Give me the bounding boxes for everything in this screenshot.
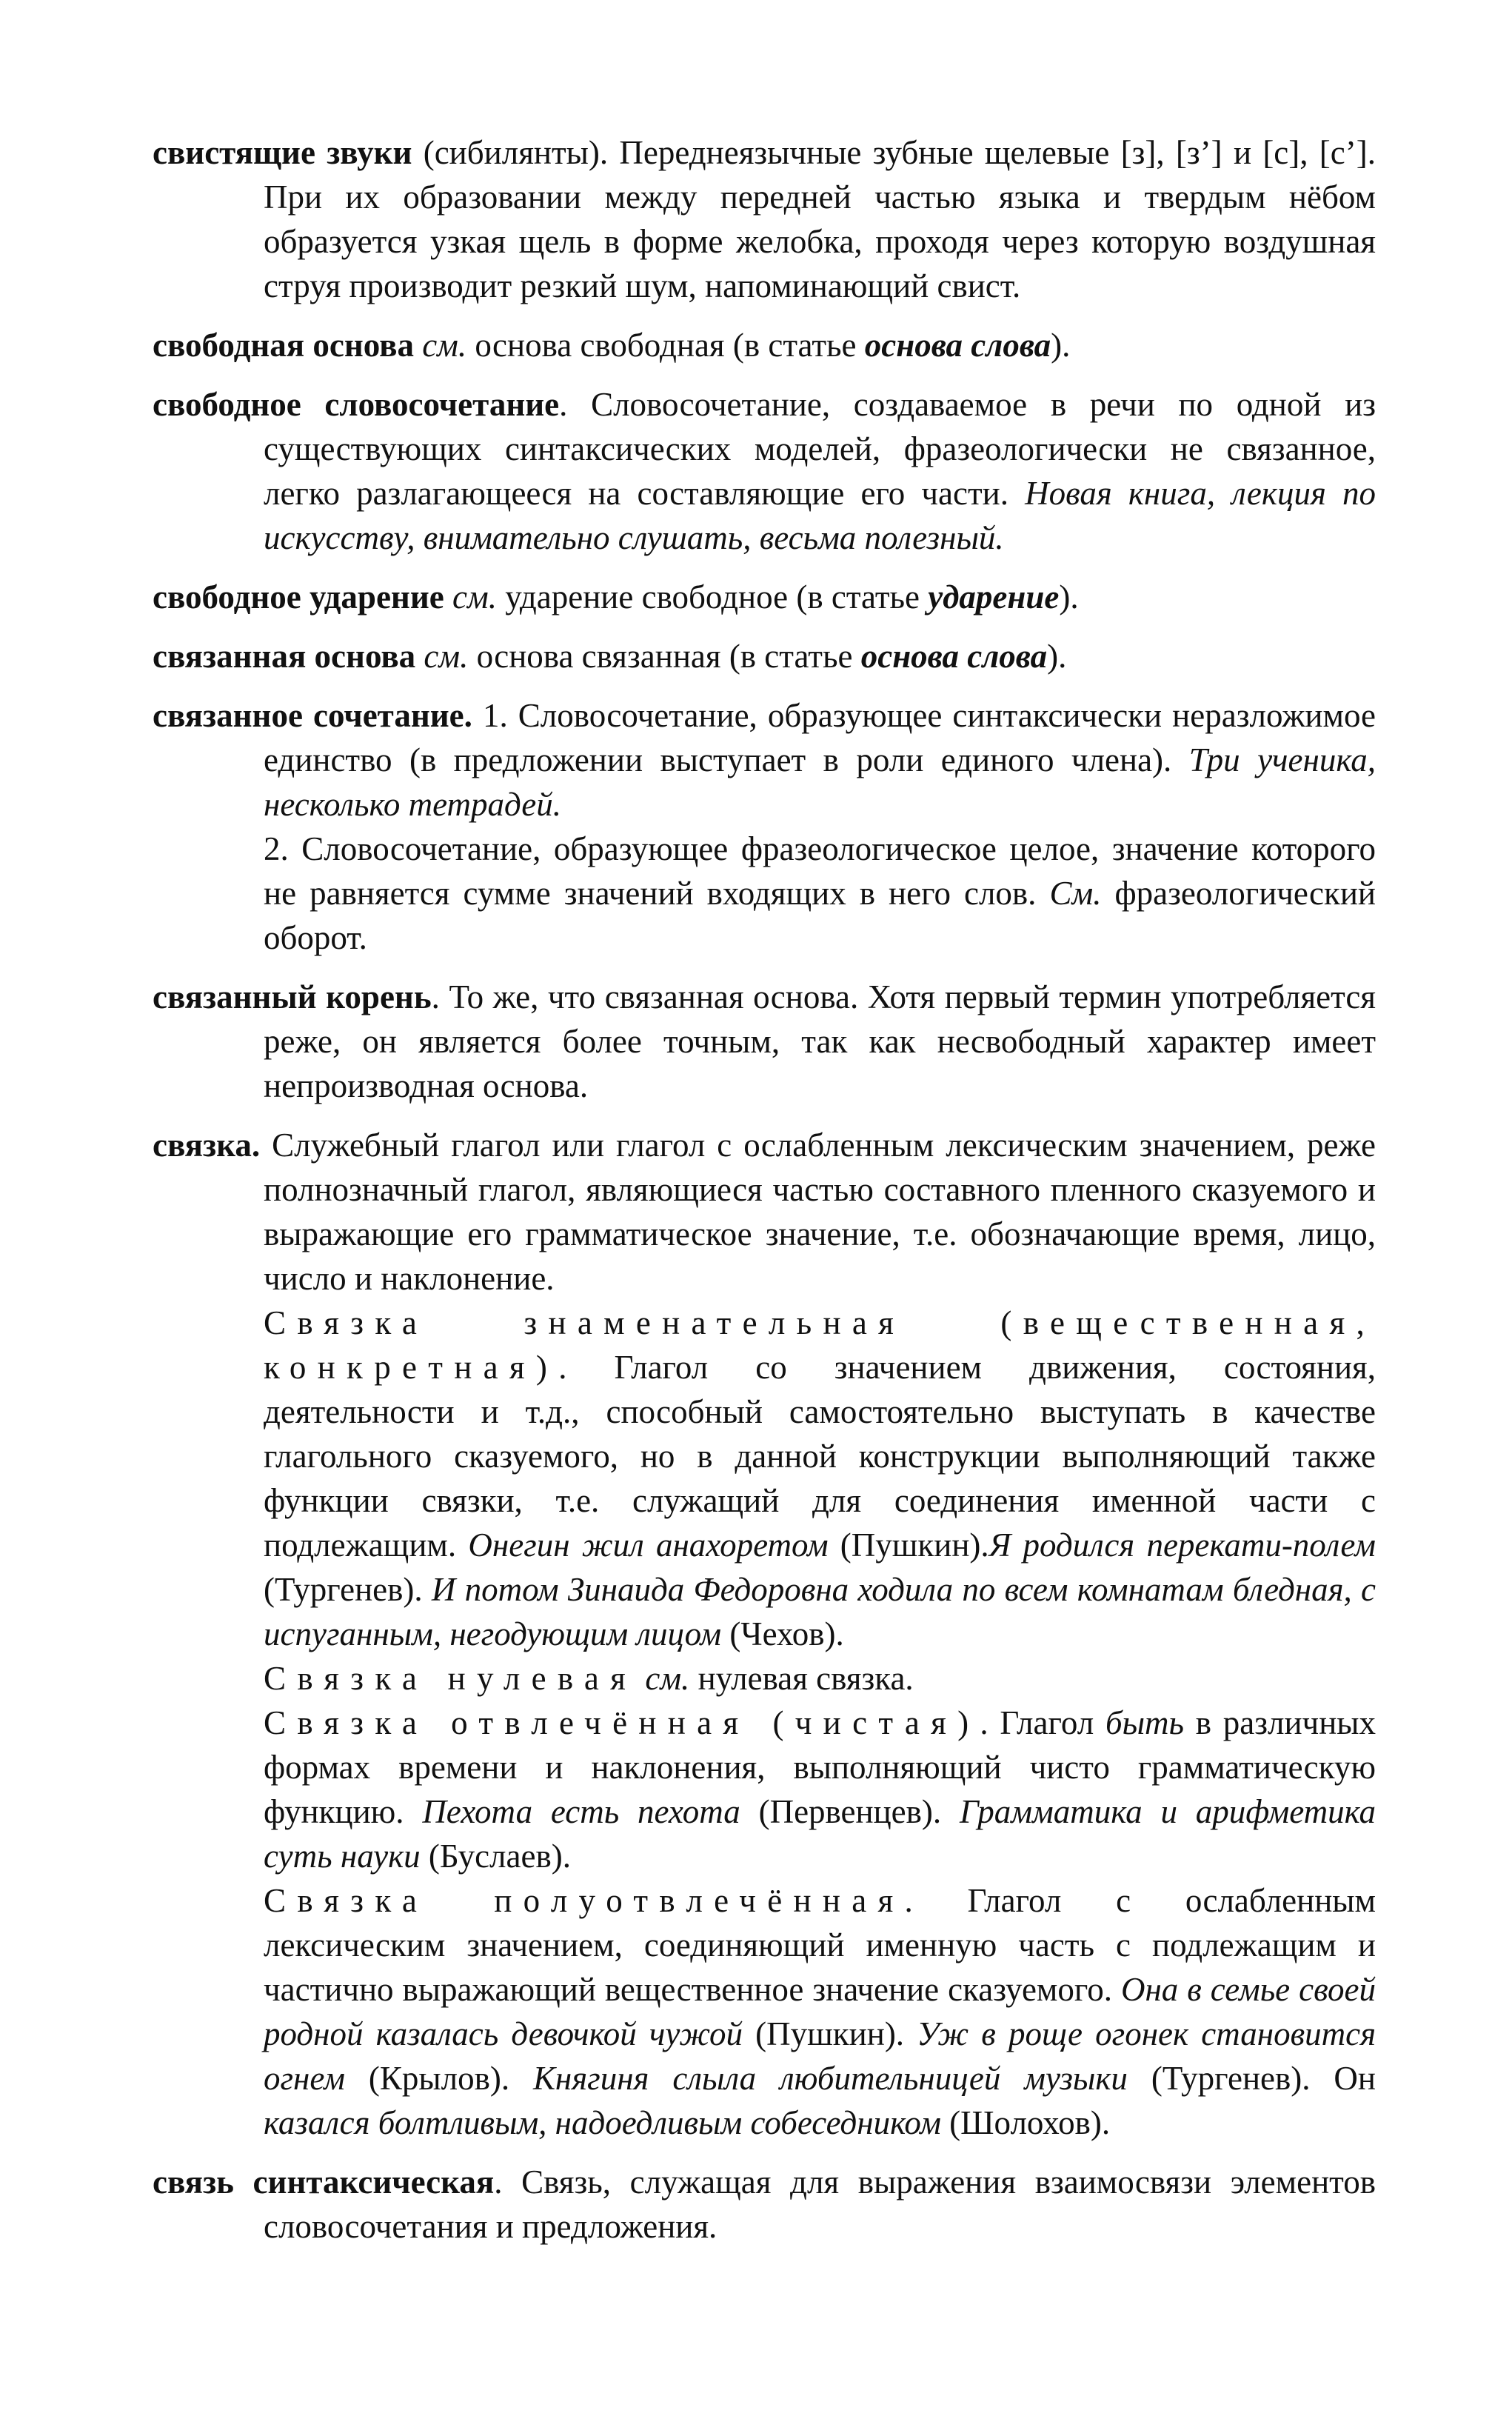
dictionary-entry-svyazanny-koren bbox=[153, 975, 1376, 1108]
entry-definition bbox=[153, 975, 1376, 1108]
headword: свободная основа bbox=[153, 327, 414, 364]
dictionary-entry-svyaz-sintaksicheskaya bbox=[153, 2160, 1376, 2249]
cross-reference: основа слова bbox=[860, 638, 1048, 675]
italic-text: Три ученика, несколько тетрадей. bbox=[264, 741, 1376, 823]
text-run: основа связанная (в статье bbox=[468, 638, 861, 675]
headword: связанный корень bbox=[153, 978, 432, 1015]
italic-text: Уж в роще огонек становится огнем bbox=[264, 2015, 1376, 2097]
text-run: (сибилянты). Переднеязычные зубные щелевые [з], [з’] и [с], [с’]. При их образовании между передней частью языка и твердым нёбом образуется узкая щель в форме желобка, проходя через которую воздушная струя производит резкий шум, напоминающий свист. bbox=[264, 134, 1376, 304]
italic-text: см. bbox=[422, 327, 467, 364]
headword: свистящие звуки bbox=[153, 134, 412, 171]
cross-reference: основа слова bbox=[864, 327, 1051, 364]
text-run: нулевая связка. bbox=[689, 1660, 914, 1697]
dictionary-entry-svyazka bbox=[153, 1123, 1376, 2145]
text-run: (Пушкин). bbox=[743, 2015, 917, 2052]
text-run: . Глагол bbox=[980, 1704, 1105, 1741]
text-run bbox=[444, 578, 452, 615]
italic-text: см. bbox=[645, 1660, 690, 1697]
italic-text: быть bbox=[1105, 1704, 1185, 1741]
italic-text: Она в семье своей родной казалась девочкой чужой bbox=[264, 1971, 1376, 2052]
italic-text: И потом Зинаида Федоровна ходила по всем комнатам бледная, с испуганным, негодующим лицом bbox=[264, 1571, 1376, 1652]
entry-definition bbox=[153, 130, 1376, 308]
dictionary-entry-svobodnoe-udarenie bbox=[153, 575, 1376, 619]
italic-text: Княгиня слыла любительницей музыки bbox=[533, 2060, 1128, 2097]
italic-text: Онегин жил анахоретом bbox=[468, 1527, 829, 1564]
text-run: Служебный глагол или глагол с ослабленным лексическим значением, реже полнозначный глагол, являющиеся частью составного пленного сказуемого и выражающие его грамматическое значение, т.е. обозначающие время, лицо, число и наклонение. bbox=[260, 1127, 1376, 1297]
entry-definition bbox=[153, 634, 1376, 678]
spaced-subterm: Связка отвлечённая (чистая) bbox=[264, 1704, 980, 1741]
entry-subdefinition bbox=[153, 1301, 1376, 1656]
entry-definition bbox=[153, 693, 1376, 827]
italic-text: Новая книга, лекция по искусству, внимательно слушать, весьма полезный. bbox=[264, 475, 1376, 556]
entry-definition bbox=[153, 1123, 1376, 1301]
italic-text: см. bbox=[424, 638, 469, 675]
headword: связка. bbox=[153, 1127, 261, 1164]
headword: связь синтаксическая bbox=[153, 2163, 495, 2201]
text-run: 1. Словосочетание, образующее синтаксически неразложимое единство (в предложении выступает в роли единого члена). bbox=[264, 697, 1376, 778]
entry-subdefinition bbox=[153, 1878, 1376, 2145]
text-run: фразеологический оборот. bbox=[264, 875, 1376, 956]
text-run: (Шолохов). bbox=[940, 2104, 1111, 2141]
spaced-subterm: Связка знаменательная (вещественная, конкретная) bbox=[264, 1304, 1376, 1386]
dictionary-entry-svyazannaya-osnova bbox=[153, 634, 1376, 678]
entry-definition bbox=[153, 575, 1376, 619]
text-run: . Словосочетание, создаваемое в речи по одной из существующих синтаксических моделей, фразеологически не связанное, легко разлагающееся на составляющие его части. bbox=[264, 386, 1376, 512]
spaced-subterm: Связка нулевая bbox=[264, 1660, 638, 1697]
text-run: ). bbox=[1051, 327, 1071, 364]
text-run: (Буслаев). bbox=[420, 1838, 571, 1875]
text-run: . Глагол со значением движения, состояния, деятельности и т.д., способный самостоятельно выступать в качестве глагольного сказуемого, но в данной конструкции выполняющий также функции связки, т.е. служащий для соединения именной части с подлежащим. bbox=[264, 1349, 1376, 1564]
italic-text: см. bbox=[452, 578, 497, 615]
text-run: 2. Словосочетание, образующее фразеологическое целое, значение которого не равняется сумме значений входящих в него слов. bbox=[264, 830, 1376, 912]
text-run: ). bbox=[1047, 638, 1067, 675]
italic-text: Пехота есть пехота bbox=[422, 1793, 740, 1830]
italic-text: См. bbox=[1049, 875, 1102, 912]
headword: связанная основа bbox=[153, 638, 416, 675]
spaced-subterm: Связка полуотвлечённая bbox=[264, 1882, 905, 1919]
headword: свободное ударение bbox=[153, 578, 444, 615]
text-run: (Чехов). bbox=[721, 1615, 844, 1652]
headword: свободное словосочетание bbox=[153, 386, 560, 423]
dictionary-entry-svistyashchie-zvuki bbox=[153, 130, 1376, 308]
italic-text: Грамматика и арифметика суть науки bbox=[264, 1793, 1376, 1875]
italic-text: Я родился перекати-полем bbox=[989, 1527, 1376, 1564]
text-run bbox=[637, 1660, 645, 1697]
text-run: . Глагол с ослабленным лексическим значением, соединяющий именную часть с подлежащим и частично выражающий вещественное значение сказуемого. bbox=[264, 1882, 1376, 2008]
dictionary-entry-svyazannoe-sochetanie bbox=[153, 693, 1376, 960]
text-run: ударение свободное (в статье bbox=[496, 578, 929, 615]
text-run: ). bbox=[1059, 578, 1079, 615]
text-run: (Крылов). bbox=[344, 2060, 534, 2097]
text-run: (Пушкин). bbox=[828, 1527, 989, 1564]
text-run bbox=[414, 327, 422, 364]
entry-definition bbox=[153, 382, 1376, 560]
text-run: в различных формах времени и наклонения, выполняющий чисто грамматическую функцию. bbox=[264, 1704, 1376, 1830]
text-run: (Тургенев). bbox=[264, 1571, 432, 1608]
cross-reference: ударение bbox=[928, 578, 1060, 615]
text-run: . Связь, служащая для выражения взаимосвязи элементов словосочетания и предложения. bbox=[264, 2163, 1376, 2245]
entry-subdefinition bbox=[153, 827, 1376, 960]
headword: связанное сочетание. bbox=[153, 697, 472, 734]
text-run: . То же, что связанная основа. Хотя первый термин употребляется реже, он является более точным, так как несвободный характер имеет непроизводная основа. bbox=[264, 978, 1376, 1104]
entry-list bbox=[153, 130, 1376, 2249]
italic-text: казался болтливым, надоедливым собеседником bbox=[264, 2104, 941, 2141]
text-run: (Тургенев). Он bbox=[1127, 2060, 1376, 2097]
entry-subdefinition bbox=[153, 1656, 1376, 1701]
entry-subdefinition bbox=[153, 1701, 1376, 1878]
entry-definition bbox=[153, 323, 1376, 367]
dictionary-entry-svobodnoe-slovosochetanie bbox=[153, 382, 1376, 560]
text-run: (Первенцев). bbox=[740, 1793, 960, 1830]
text-run bbox=[415, 638, 424, 675]
text-run: основа свободная (в статье bbox=[466, 327, 865, 364]
entry-definition bbox=[153, 2160, 1376, 2249]
dictionary-entry-svobodnaya-osnova bbox=[153, 323, 1376, 367]
